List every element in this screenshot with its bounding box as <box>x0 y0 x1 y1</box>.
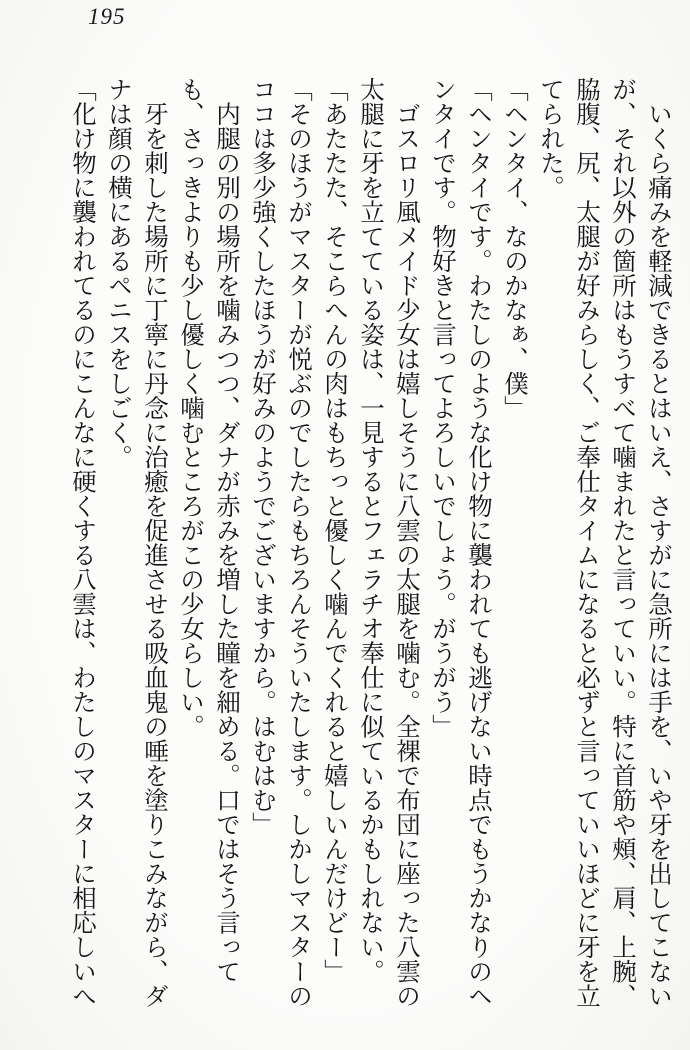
paragraph-narration-1: いくら痛みを軽減できるとはいえ、さすがに急所には手を、いや牙を出してこないが、それ以外の箇所はもうすべて噛まれたと言っていい。特に首筋や頰、肩、上腕、脇腹、尻、太腿が好みらしく、ご奉仕タイムになると必ずと言っていいほどに牙を立てられた。 <box>537 77 672 1008</box>
paragraph-dialogue-5: 「化け物に襲われてるのにこんなに硬くする八雲は、わたしのマスターに相応しいへ <box>69 77 96 1008</box>
paragraph-dialogue-4: 「そのほうがマスターが悦ぶのでしたらもちろんそういたします。しかしマスターのココは多少強くしたほうが好みのようでございますから。はむはむ」 <box>249 77 312 1008</box>
paragraph-narration-4: 牙を刺した場所に丁寧に丹念に治癒を促進させる吸血鬼の唾を塗りこみながら、ダナは顔の横にあるペニスをしごく。 <box>105 77 168 1008</box>
paragraph-dialogue-1: 「ヘンタイ、なのかなぁ、僕」 <box>501 77 528 420</box>
paragraph-dialogue-3: 「あたたた、そこらへんの肉はもちっと優しく噛んでくれると嬉しいんだけどー」 <box>321 77 348 984</box>
paragraph-narration-3: 内腿の別の場所を噛みつつ、ダナが赤みを増した瞳を細める。口ではそう言っても、さっきよりも少し優しく噛むところがこの少女らしい。 <box>177 77 240 984</box>
page-number: 195 <box>88 4 126 29</box>
paragraph-narration-2: ゴスロリ風メイド少女は嬉しそうに八雲の太腿を噛む。全裸で布団に座った八雲の太腿に牙を立てている姿は、一見するとフェラチオ奉仕に似ているかもしれない。 <box>357 77 420 1008</box>
body-text <box>64 77 676 1017</box>
paragraph-dialogue-2: 「ヘンタイです。わたしのような化け物に襲われても逃げない時点でもうかなりのヘンタイです。物好きと言ってよろしいでしょう。がうがう」 <box>429 77 492 1008</box>
